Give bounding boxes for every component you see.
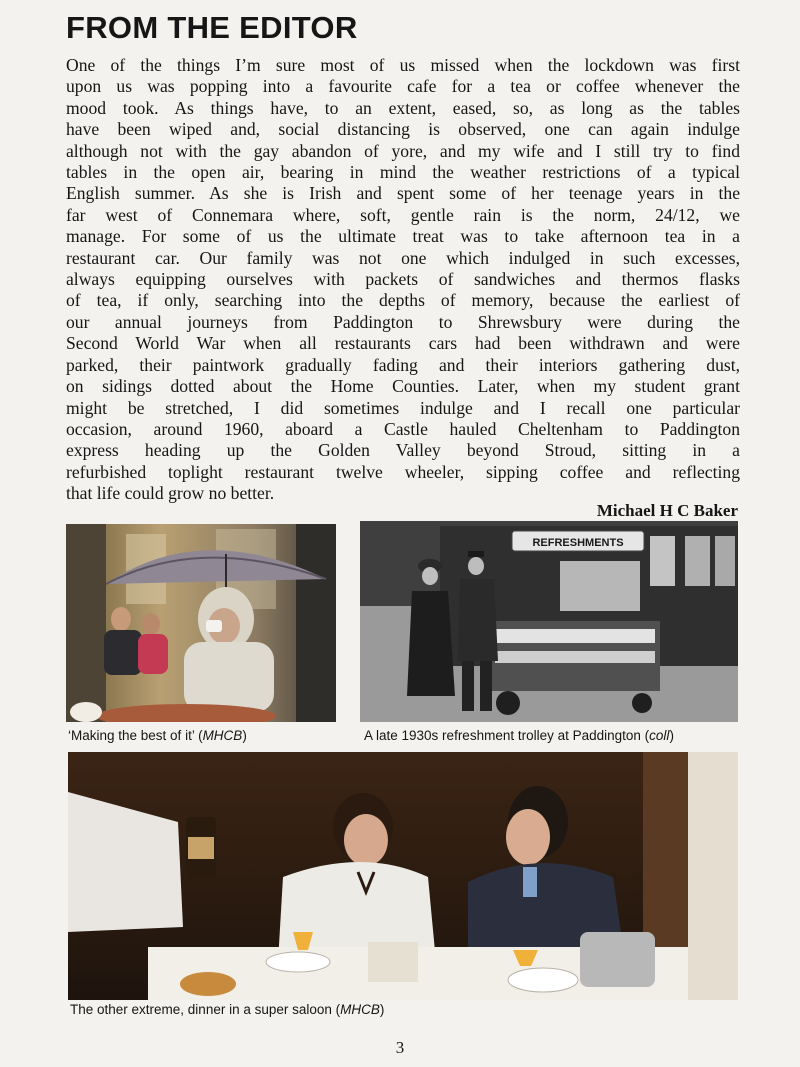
dinner-photo-caption: The other extreme, dinner in a super saloon (MHCB): [70, 1002, 385, 1017]
body-text-line: of tea, if only, searching into the depths of memory, because the earliest of: [66, 290, 740, 311]
body-text-line: English summer. As she is Irish and spent some of her teenage years in the: [66, 183, 740, 204]
page-number: 3: [395, 1038, 405, 1057]
author-byline: Michael H C Baker: [596, 501, 738, 520]
body-text-line: that life could grow no better.: [66, 483, 275, 504]
body-text-line: manage. For some of us the ultimate treat was to take afternoon tea in a: [66, 226, 740, 247]
cafe-photo-caption: ‘Making the best of it’ (MHCB): [68, 728, 247, 743]
body-text-line: refurbished toplight restaurant twelve wheeler, sipping coffee and reflecting: [66, 461, 740, 482]
body-text-line: One of the things I’m sure most of us missed when the lockdown was first: [66, 55, 740, 75]
body-text-line: tables in the open air, bearing in mind the weather restrictions of a typical: [66, 162, 740, 183]
body-text-line: have been wiped and, social distancing is observed, one can again indulge: [66, 119, 740, 140]
body-text-line: upon us was popping into a favourite cafe for a tea or coffee whenever the: [66, 76, 740, 97]
trolley-photo-caption: A late 1930s refreshment trolley at Paddington (coll): [364, 728, 674, 743]
page-title: FROM THE EDITOR: [66, 10, 358, 45]
body-text-line: Second World War when all restaurants cars had been withdrawn and were: [66, 333, 740, 354]
dinner-photo: [68, 752, 738, 1000]
body-text-line: might be stretched, I did sometimes indulge and I recall one particular: [66, 397, 740, 418]
trolley-photo: [360, 521, 738, 722]
article-body: [66, 55, 740, 505]
body-text-line: occasion, around 1960, aboard a Castle hauled Cheltenham to Paddington: [66, 418, 740, 439]
body-text-line: on sidings dotted about the Home Counties. Later, when my student grant: [66, 376, 740, 397]
body-text-line: although not with the gay abandon of yore, and my wife and I still try to find: [66, 140, 740, 161]
body-text-line: mood took. As things have, to an extent, eased, so, as long as the tables: [66, 97, 740, 118]
refreshments-sign-text: REFRESHMENTS: [532, 537, 624, 549]
body-text-line: our annual journeys from Paddington to Shrewsbury were during the: [66, 311, 740, 332]
body-text-line: far west of Connemara where, soft, gentle rain is the norm, 24/12, we: [66, 204, 740, 225]
body-text-line: express heading up the Golden Valley beyond Stroud, sitting in a: [66, 440, 740, 461]
body-text-line: always equipping ourselves with packets of sandwiches and thermos flasks: [66, 269, 740, 290]
body-text-line: parked, their paintwork gradually fading and their interiors gathering dust,: [66, 354, 740, 375]
body-text-line: restaurant car. Our family was not one which indulged in such excesses,: [66, 247, 740, 268]
cafe-photo: [66, 524, 336, 722]
